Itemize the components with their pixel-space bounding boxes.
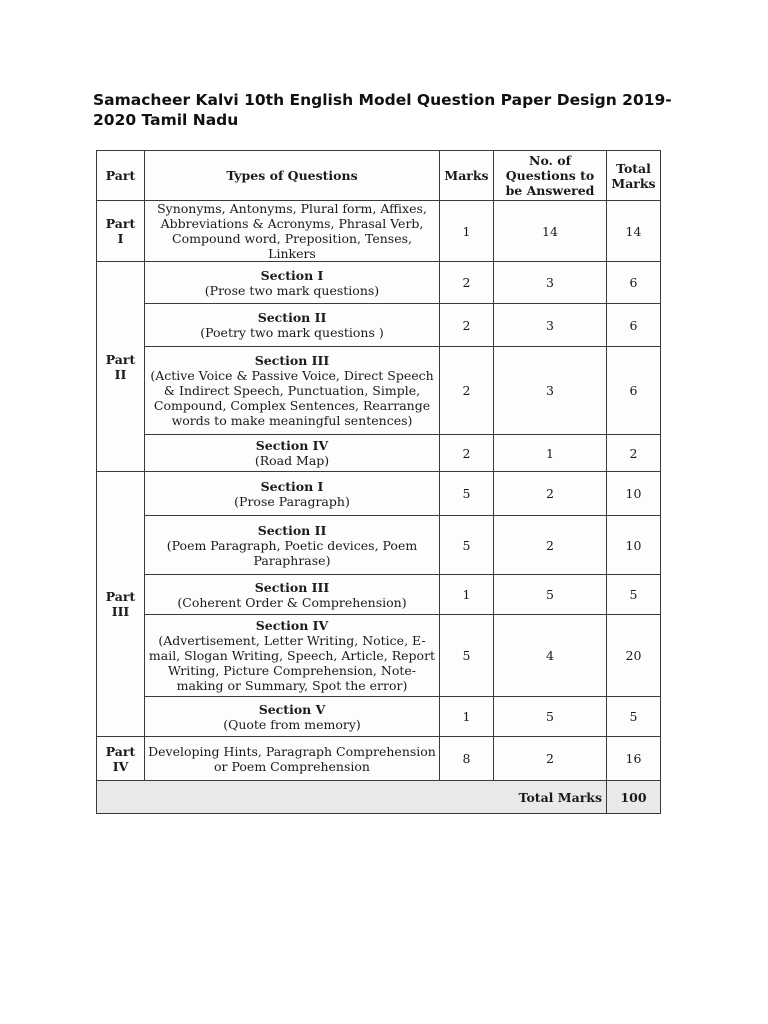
total-cell: 2 (607, 435, 661, 472)
question-type-cell: Section II (Poetry two mark questions ) (145, 304, 440, 347)
question-type-cell: Section III (Coherent Order & Comprehension) (145, 575, 440, 615)
header-part: Part (97, 151, 145, 201)
total-cell: 5 (607, 697, 661, 737)
table-row (97, 516, 661, 575)
count-cell: 5 (494, 697, 607, 737)
total-row (97, 781, 661, 814)
header-types: Types of Questions (145, 151, 440, 201)
marks-cell: 5 (440, 516, 494, 575)
count-cell: 2 (494, 472, 607, 516)
count-cell: 2 (494, 737, 607, 781)
header-marks: Marks (440, 151, 494, 201)
count-cell: 5 (494, 575, 607, 615)
question-type-cell: Section III (Active Voice & Passive Voice, Direct Speech & Indirect Speech, Punctuation, Simple, Compound, Complex Sentences, Rearrange words to make meaningful sentences) (145, 347, 440, 435)
question-type-cell: Section IV (Advertisement, Letter Writing, Notice, E-mail, Slogan Writing, Speech, Article, Report Writing, Picture Comprehension, Note-making or Summary, Spot the error) (145, 615, 440, 697)
marks-cell: 1 (440, 575, 494, 615)
total-cell: 10 (607, 516, 661, 575)
total-cell: 20 (607, 615, 661, 697)
marks-cell: 1 (440, 201, 494, 262)
count-cell: 3 (494, 304, 607, 347)
part-label: Part I (97, 201, 145, 262)
count-cell: 4 (494, 615, 607, 697)
count-cell: 14 (494, 201, 607, 262)
question-type-cell: Section IV (Road Map) (145, 435, 440, 472)
question-paper-table (96, 150, 661, 814)
marks-cell: 5 (440, 472, 494, 516)
total-marks-label: Total Marks (97, 781, 607, 814)
total-cell: 16 (607, 737, 661, 781)
marks-cell: 1 (440, 697, 494, 737)
table-row (97, 697, 661, 737)
question-type-cell: Section I (Prose Paragraph) (145, 472, 440, 516)
total-cell: 5 (607, 575, 661, 615)
question-type-cell: Section II (Poem Paragraph, Poetic devices, Poem Paraphrase) (145, 516, 440, 575)
part-label: Part III (97, 472, 145, 737)
question-type-cell: Synonyms, Antonyms, Plural form, Affixes, Abbreviations & Acronyms, Phrasal Verb, Compound word, Preposition, Tenses, Linkers (145, 201, 440, 262)
count-cell: 3 (494, 262, 607, 304)
question-type-cell: Developing Hints, Paragraph Comprehension or Poem Comprehension (145, 737, 440, 781)
table-row (97, 347, 661, 435)
marks-cell: 2 (440, 262, 494, 304)
total-cell: 6 (607, 304, 661, 347)
table-row (97, 472, 661, 516)
marks-cell: 2 (440, 347, 494, 435)
question-type-cell: Section V (Quote from memory) (145, 697, 440, 737)
table-row (97, 615, 661, 697)
table-header-row (97, 151, 661, 201)
part-label: Part II (97, 262, 145, 472)
part-label: Part IV (97, 737, 145, 781)
marks-cell: 8 (440, 737, 494, 781)
page-title: Samacheer Kalvi 10th English Model Question Paper Design 2019-2020 Tamil Nadu (93, 91, 672, 129)
count-cell: 2 (494, 516, 607, 575)
table-row (97, 304, 661, 347)
count-cell: 1 (494, 435, 607, 472)
total-cell: 10 (607, 472, 661, 516)
marks-cell: 2 (440, 304, 494, 347)
header-total: Total Marks (607, 151, 661, 201)
marks-cell: 2 (440, 435, 494, 472)
table-row (97, 262, 661, 304)
question-type-cell: Section I (Prose two mark questions) (145, 262, 440, 304)
total-cell: 14 (607, 201, 661, 262)
count-cell: 3 (494, 347, 607, 435)
marks-cell: 5 (440, 615, 494, 697)
table-row (97, 201, 661, 262)
total-cell: 6 (607, 347, 661, 435)
total-cell: 6 (607, 262, 661, 304)
table-row (97, 435, 661, 472)
header-num-questions: No. of Questions to be Answered (494, 151, 607, 201)
table-row (97, 737, 661, 781)
table-row (97, 575, 661, 615)
total-marks-value: 100 (607, 781, 661, 814)
